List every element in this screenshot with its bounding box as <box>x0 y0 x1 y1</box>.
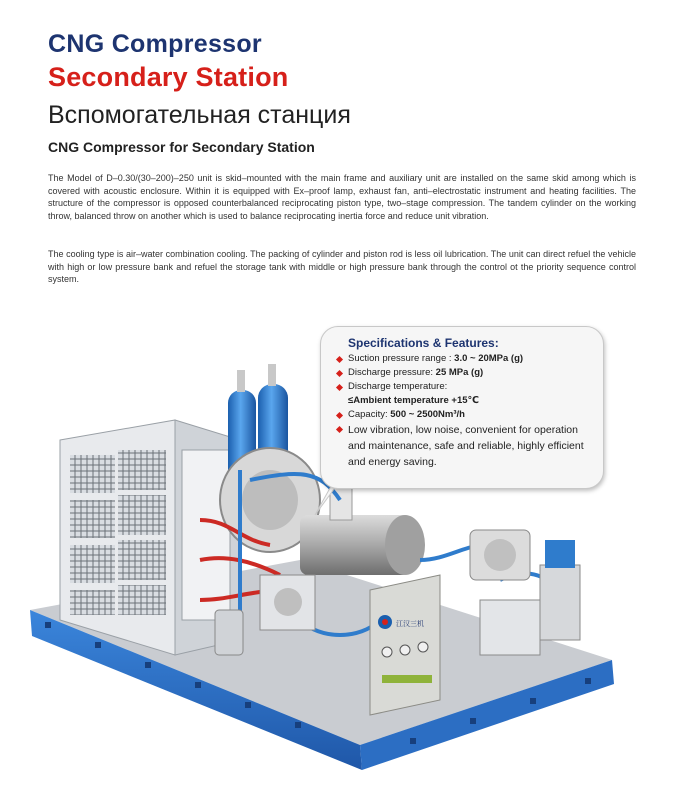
spec-temperature: Discharge temperature: <box>336 380 598 394</box>
spec-temperature-value: ≤Ambient temperature +15℃ <box>348 395 480 406</box>
bullet-icon <box>336 384 343 391</box>
spec-suction: Suction pressure range : 3.0 ~ 20MPa (g) <box>336 352 598 366</box>
title-line-2: Secondary Station <box>48 62 289 92</box>
panel-logo: 江汉三机 <box>396 621 424 628</box>
description-paragraph-2: The cooling type is air–water combination cooling. The packing of cylinder and piston rod is less oil lubrication. The unit can direct refuel the vehicle with high or low pressure bank and refuel the storage tank with middle or high pressure bank through the control ot the priority sequence control system. <box>48 249 636 285</box>
cooler-unit <box>60 420 240 655</box>
description-paragraph-1: The Model of D–0.30/(30–200)–250 unit is skid–mounted with the main frame and auxiliary unit are installed on the same skid among which is covered with acoustic enclosure. Within it is equipped with Ex–proof lamp, exhaust fan, anti–electrostatic instrument and heating facilities. The structure of the compressor is opposed counterbalanced reciprocating piston type, two–stage compression. The tandem cylinder on the working throw, balanced throw on another which is used to balance reciprocating inertia force and reduce unit vibration. <box>48 173 636 221</box>
specs-list <box>336 352 598 470</box>
subtitle: CNG Compressor for Secondary Station <box>48 139 315 155</box>
specs-title: Specifications & Features: <box>348 336 499 350</box>
bullet-icon <box>336 356 343 363</box>
bullet-icon <box>336 370 343 377</box>
spec-discharge: Discharge pressure: 25 MPa (g) <box>336 366 598 380</box>
title-line-1: CNG Compressor <box>48 30 262 58</box>
spec-capacity: Capacity: 500 ~ 2500Nm³/h <box>336 408 598 422</box>
bullet-icon <box>336 412 343 419</box>
spec-features: Low vibration, low noise, convenient for operation and maintenance, safe and reliable, highly efficient and energy saving. <box>336 422 598 470</box>
bullet-icon <box>336 426 343 433</box>
control-panel <box>370 575 440 715</box>
title-russian: Вспомогательная станция <box>48 101 351 129</box>
